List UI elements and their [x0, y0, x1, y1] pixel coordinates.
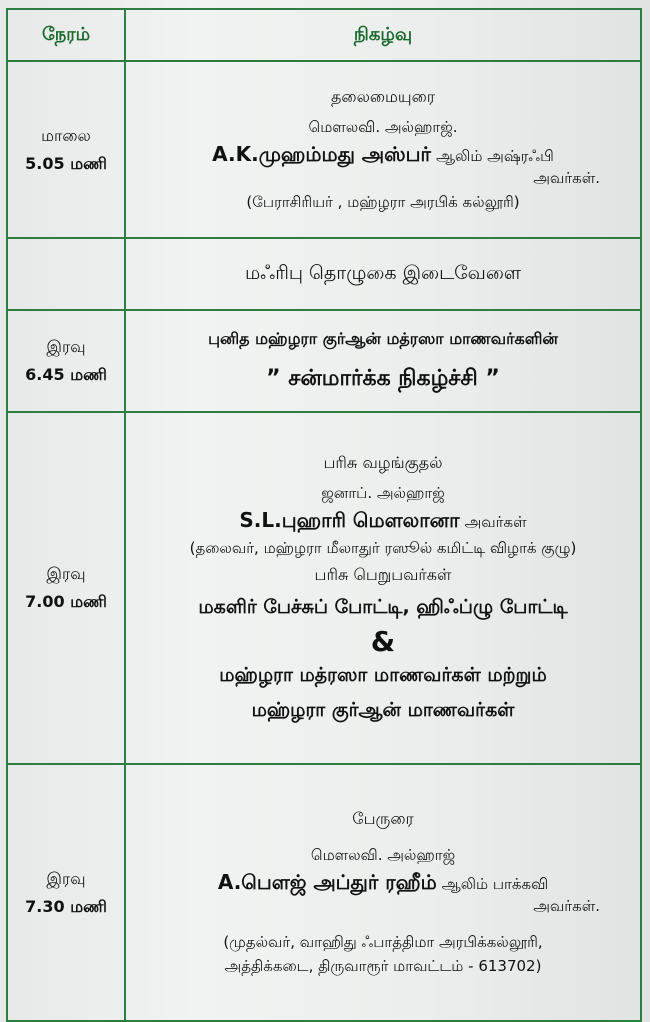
speaker-designation: (தலைவர், மஹ்ழரா மீலாதுர் ரஸூல் கமிட்டி விழாக் குழு) [189, 538, 577, 557]
avargal-text: அவர்கள். [533, 168, 600, 187]
break-text: மஃரிபு தொழுகை இடைவேளை [245, 261, 521, 284]
speaker-suffix: அவர்கள் [464, 512, 527, 531]
ampersand: & [370, 624, 396, 658]
time-value: 7.00 மணி [25, 592, 107, 611]
table-row [7, 61, 641, 238]
time-value: 5.05 மணி [25, 153, 107, 173]
recipients-title: பரிசு பெறுபவர்கள் [314, 564, 452, 584]
speaker-suffix: ஆலிம் அஷ்ரஃபி [436, 146, 554, 165]
event-title: தலைமையுரை [331, 86, 435, 106]
time-cell [7, 61, 125, 238]
event-cell [125, 310, 641, 412]
table-row [7, 238, 641, 310]
event-cell [125, 238, 641, 310]
honorific: ஜனாப். அல்ஹாஜ் [321, 483, 445, 502]
recipients-line: மஹ்ழரா குர்ஆன் மாணவர்கள் [251, 698, 515, 721]
speaker-line [126, 508, 640, 535]
event-highlight: ” சன்மார்க்க நிகழ்ச்சி ” [266, 365, 500, 391]
time-word: இரவு [46, 337, 86, 356]
time-cell [7, 310, 125, 412]
speaker-designation: (பேராசிரியர் , மஹ்ழரா அரபிக் கல்லூரி) [246, 192, 520, 211]
honorific: மௌலவி. அல்ஹாஜ் [310, 845, 456, 864]
program-schedule-table [6, 8, 642, 1022]
event-column-header: நிகழ்வு [125, 9, 641, 61]
time-word: இரவு [46, 868, 86, 888]
address-line: (முதல்வர், வாஹிது ஃபாத்திமா அரபிக்கல்லூரி, [223, 932, 543, 951]
address-line: அத்திக்கடை, திருவாரூர் மாவட்டம் - 613702) [224, 956, 542, 975]
event-cell [125, 764, 641, 1021]
speaker-line [126, 870, 640, 897]
recipients-line: மகளிர் பேச்சுப் போட்டி, ஹிஃப்ழு போட்டி [198, 595, 568, 618]
time-value: 6.45 மணி [25, 365, 107, 384]
recipients-line: மஹ்ழரா மத்ரஸா மாணவர்கள் மற்றும் [219, 663, 547, 686]
time-column-header: நேரம் [7, 9, 125, 61]
time-word: மாலை [41, 125, 91, 145]
event-title: பரிசு வழங்குதல் [323, 452, 443, 472]
time-cell-empty [7, 238, 125, 310]
time-value: 7.30 மணி [25, 896, 107, 916]
speaker-name: A.K.முஹம்மது அஸ்பர் [212, 141, 431, 166]
avargal-text: அவர்கள். [533, 896, 600, 915]
speaker-name: A.பௌஜ் அப்துர் ரஹீம் [217, 869, 437, 894]
event-line: புனித மஹ்ழரா குர்ஆன் மத்ரஸா மாணவர்களின் [208, 328, 558, 348]
table-row [7, 310, 641, 412]
table-row [7, 764, 641, 1021]
event-cell [125, 412, 641, 764]
time-word: இரவு [46, 564, 86, 583]
event-cell [125, 61, 641, 238]
event-title: பேருரை [352, 808, 414, 828]
table-row [7, 412, 641, 764]
speaker-line [126, 142, 640, 169]
speaker-name: S.L.புஹாரி மௌலானா [239, 507, 460, 532]
time-cell [7, 764, 125, 1021]
honorific: மௌலவி. அல்ஹாஜ். [308, 117, 458, 136]
speaker-suffix: ஆலிம் பாக்கவி [441, 874, 549, 893]
table-header-row [7, 9, 641, 61]
time-cell [7, 412, 125, 764]
